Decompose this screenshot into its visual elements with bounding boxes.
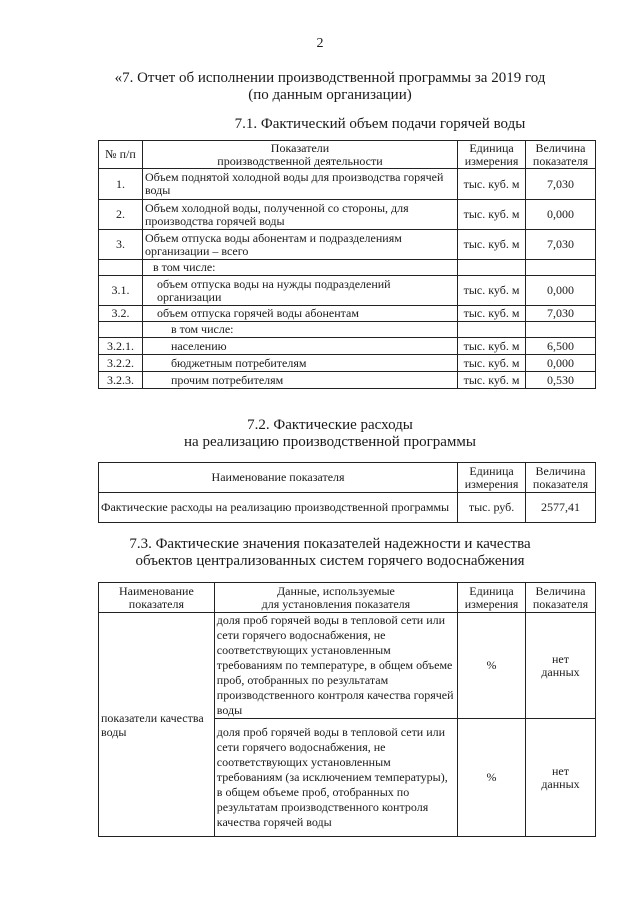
header-unit: Единица измерения [458,583,526,613]
table-header-row [99,463,596,493]
header-value: Величина показателя [526,141,596,169]
row-value: 2577,41 [526,493,596,523]
table-row [99,169,596,200]
row-unit: тыс. куб. м [458,306,526,322]
header-value: Величина показателя [526,463,596,493]
row-value: 0,530 [526,372,596,389]
row-num: 1. [99,169,143,200]
quality-table [98,582,596,837]
section-7-2-title: 7.2. Фактические расходы [247,417,413,433]
row-value: 0,000 [526,276,596,306]
row-name: Объем поднятой холодной воды для производства горячей воды [142,169,457,200]
row-unit [458,322,526,338]
row-value: нет данных [525,719,595,837]
row-num [99,322,143,338]
table-row [99,276,596,306]
report-subheading: (по данным организации) [248,87,412,103]
row-num: 3.2.3. [99,372,143,389]
header-unit: Единица измерения [458,463,526,493]
table-row [99,306,596,322]
table-row [99,355,596,372]
table-row [99,260,596,276]
section-7-3-title: 7.3. Фактические значения показателей надежности и качества [129,536,531,552]
table-row [99,322,596,338]
page-number: 2 [316,36,324,51]
header-name: Наименование показателя [99,583,215,613]
row-unit: тыс. куб. м [458,355,526,372]
expenses-table [98,462,596,523]
row-num [99,260,143,276]
row-value: 6,500 [526,338,596,355]
row-value [526,322,596,338]
row-value: 7,030 [526,306,596,322]
table-row [99,372,596,389]
row-value [526,260,596,276]
header-unit: Единица измерения [458,141,526,169]
table-header-row [99,141,596,169]
row-value: 0,000 [526,355,596,372]
row-value: 7,030 [526,230,596,260]
group-name: показатели качества воды [99,613,215,837]
row-unit [458,260,526,276]
row-unit: тыс. куб. м [458,276,526,306]
row-name: прочим потребителям [142,372,457,389]
row-name: объем отпуска горячей воды абонентам [142,306,457,322]
water-supply-table [98,140,596,389]
row-num: 3. [99,230,143,260]
row-num: 3.2.2. [99,355,143,372]
table-header-row [99,583,596,613]
row-name: Объем холодной воды, полученной со стороны, для производства горячей воды [142,200,457,230]
section-7-2-subtitle: на реализацию производственной программы [184,434,476,450]
row-num: 3.1. [99,276,143,306]
row-num: 3.2.1. [99,338,143,355]
header-name: Наименование показателя [99,463,458,493]
row-value: 0,000 [526,200,596,230]
row-unit: % [458,719,526,837]
row-name: в том числе: [142,322,457,338]
row-name: населению [142,338,457,355]
section-7-3-subtitle: объектов централизованных систем горячего водоснабжения [135,553,525,569]
header-num: № п/п [99,141,143,169]
table-row [99,230,596,260]
row-name: бюджетным потребителям [142,355,457,372]
row-value: нет данных [525,613,595,719]
table-row [99,200,596,230]
row-value: 7,030 [526,169,596,200]
row-name: Фактические расходы на реализацию производственной программы [99,493,458,523]
row-unit: тыс. куб. м [458,200,526,230]
section-7-1-title: 7.1. Фактический объем подачи горячей воды [234,116,526,132]
row-num: 2. [99,200,143,230]
table-row [99,493,596,523]
row-data: доля проб горячей воды в тепловой сети или сети горячего водоснабжения, не соответствующих установленным требованиям по температуре, в общем объеме проб, отобранных по результатам производственного контроля качества горячей воды [214,613,457,719]
header-data: Данные, используемые для установления показателя [214,583,457,613]
row-unit: тыс. куб. м [458,169,526,200]
row-unit: тыс. куб. м [458,372,526,389]
table-row [99,338,596,355]
row-name: в том числе: [142,260,457,276]
row-unit: тыс. руб. [458,493,526,523]
row-unit: тыс. куб. м [458,230,526,260]
header-value: Величина показателя [525,583,595,613]
table-row [99,613,596,719]
row-name: объем отпуска воды на нужды подразделений организации [142,276,457,306]
header-indicator: Показатели производственной деятельности [142,141,457,169]
row-unit: % [458,613,526,719]
row-unit: тыс. куб. м [458,338,526,355]
report-heading: «7. Отчет об исполнении производственной программы за 2019 год [114,70,546,86]
row-data: доля проб горячей воды в тепловой сети или сети горячего водоснабжения, не соответствующих установленным требованиям (за исключением температуры), в общем объеме проб, отобранных по результатам производственного контроля качества горячей воды [214,719,457,837]
row-name: Объем отпуска воды абонентам и подразделениям организации – всего [142,230,457,260]
row-num: 3.2. [99,306,143,322]
